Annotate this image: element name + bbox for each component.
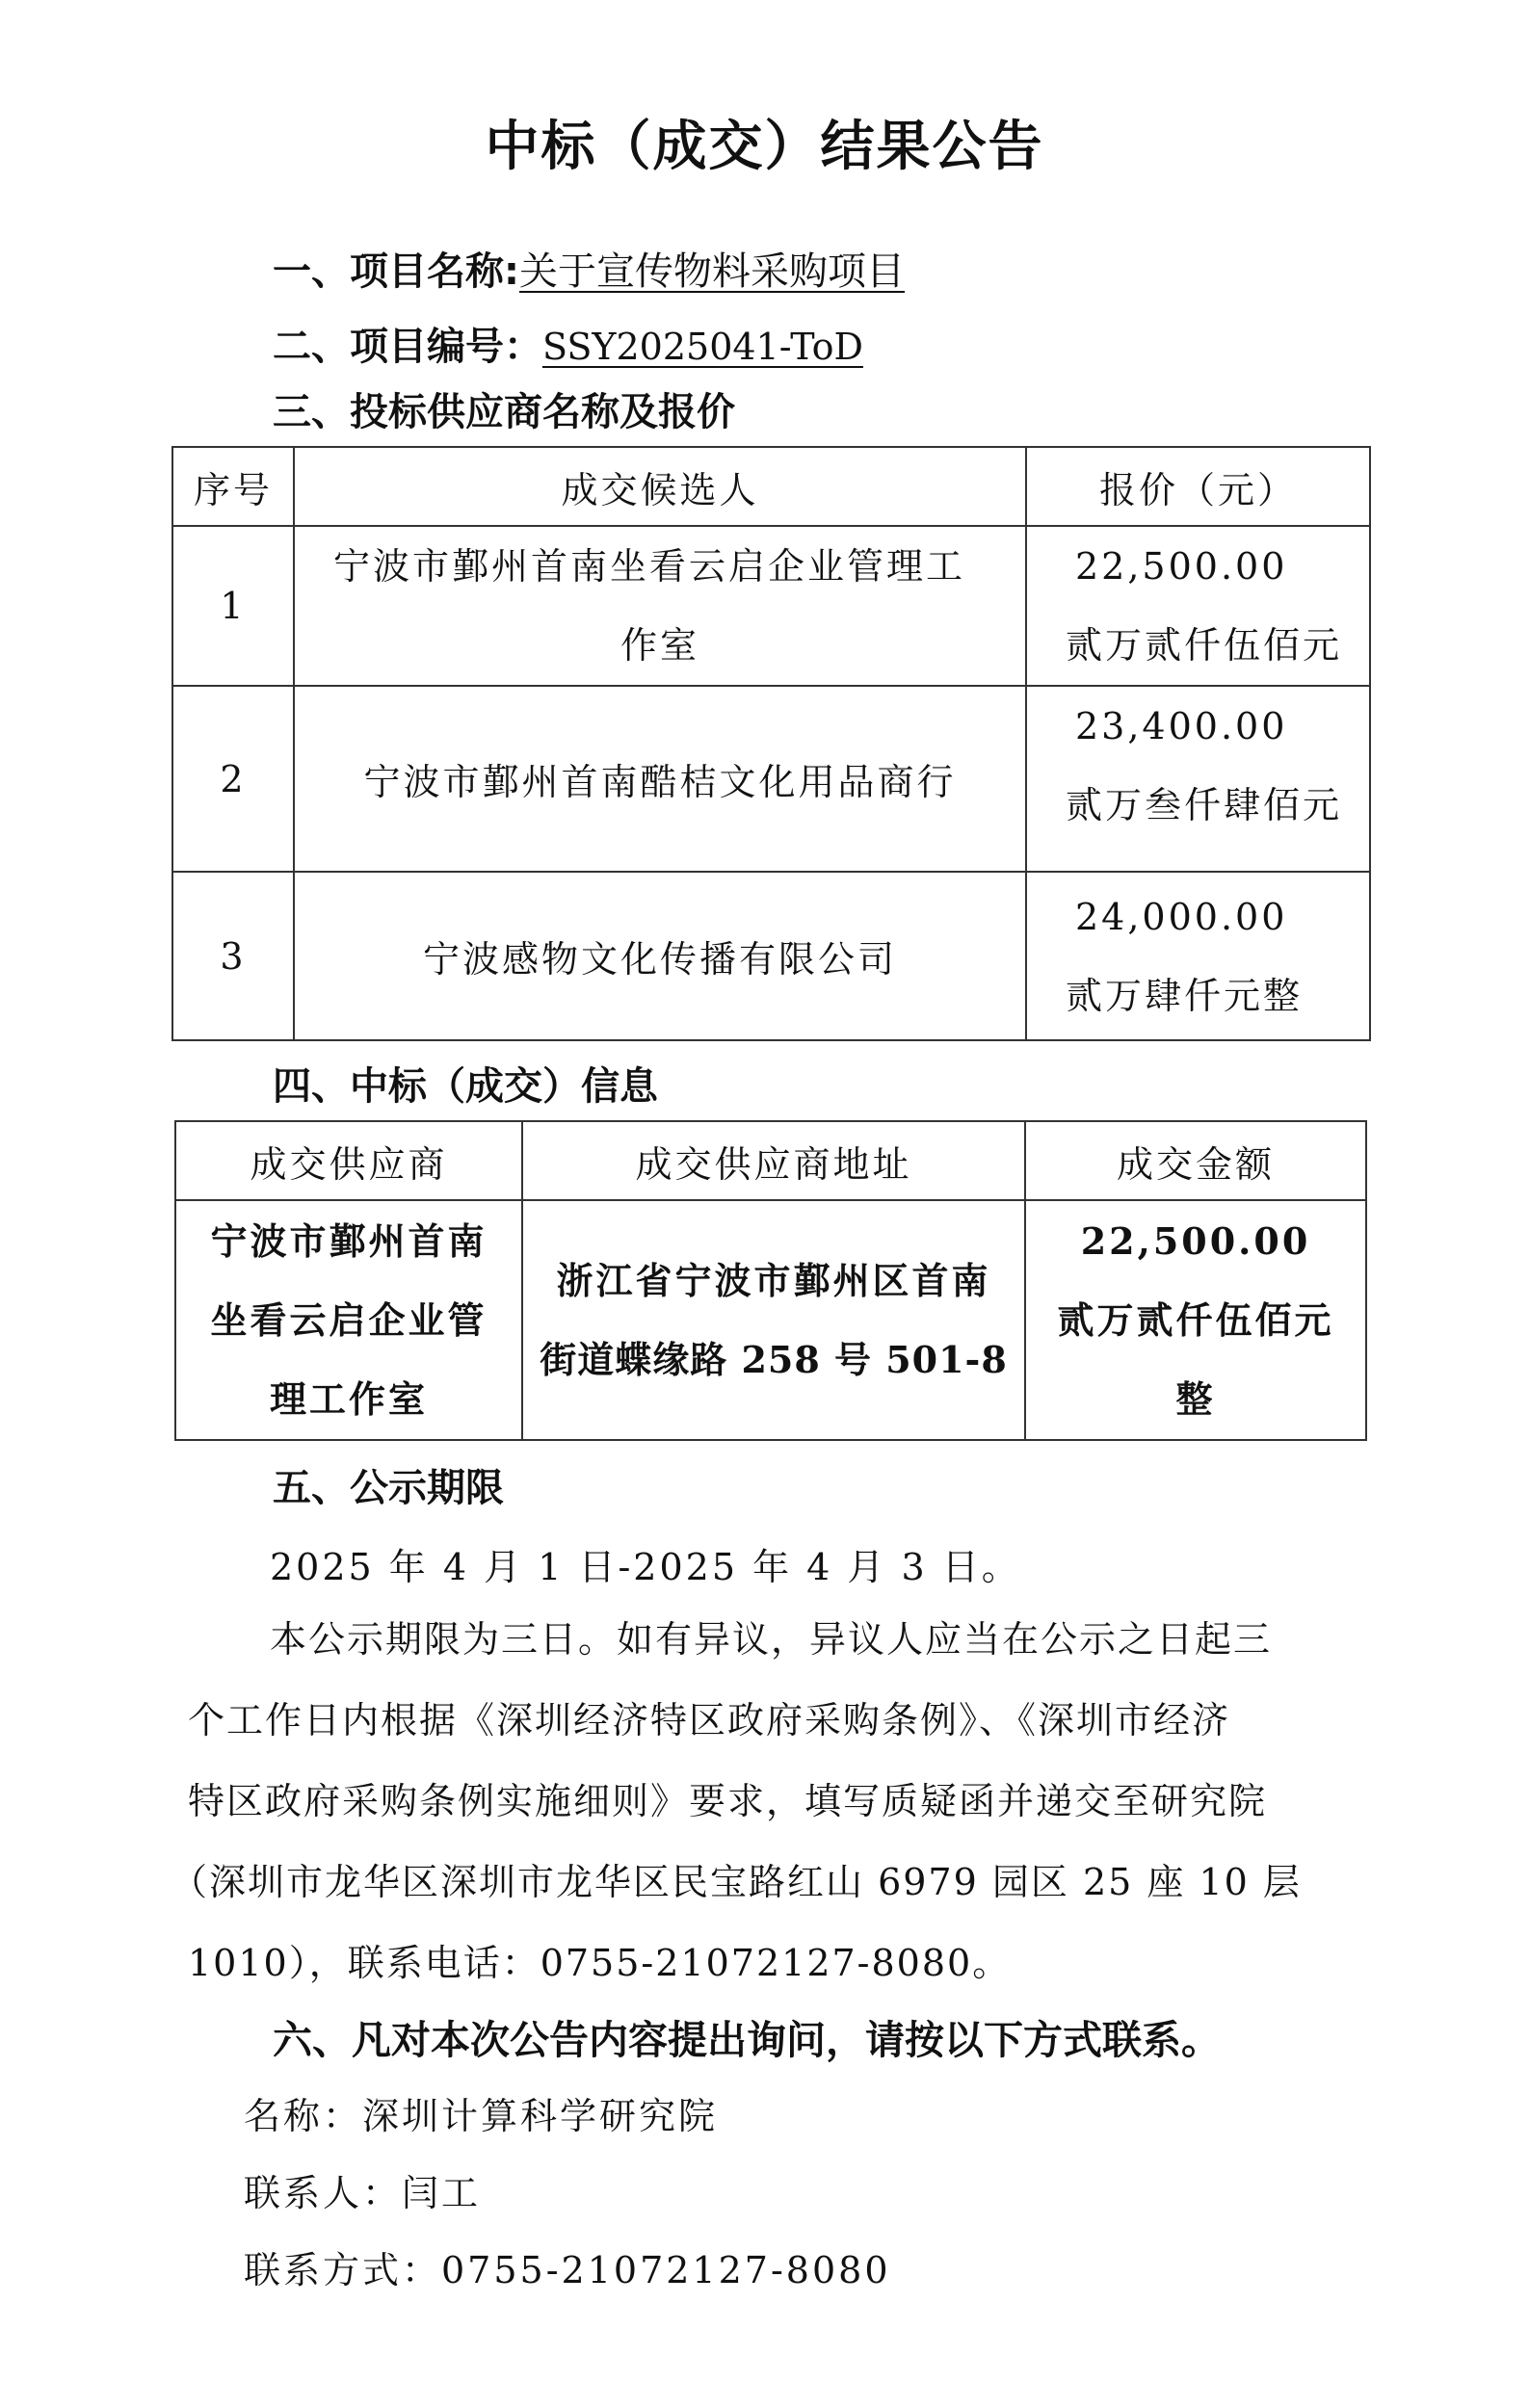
row-price (1026, 686, 1370, 872)
paragraph-line: 1010），联系电话：0755-21072127-8080。 (188, 1942, 1012, 1984)
address-line: 街道蝶缘路 258 号 501-8 (540, 1337, 1008, 1381)
award-table-header (175, 1121, 1366, 1200)
row-candidate: 宁波市鄞州首南酷桔文化用品商行 (294, 686, 1026, 872)
award-table (174, 1120, 1367, 1441)
paragraph-line: 本公示期限为三日。如有异议，异议人应当在公示之日起三 (270, 1618, 1273, 1661)
paragraph-line: 个工作日内根据《深圳经济特区政府采购条例》、《深圳市经济 (188, 1699, 1231, 1741)
table-row (172, 872, 1370, 1040)
project-name-value: 关于宣传物料采购项目 (519, 249, 905, 294)
contact-person: 联系人：闫工 (244, 2172, 482, 2214)
table-row (172, 526, 1370, 686)
row-candidate: 宁波感物文化传播有限公司 (294, 872, 1026, 1040)
project-number-row (273, 316, 863, 371)
page-title: 中标（成交）结果公告 (485, 116, 1044, 178)
section-3-heading: 三、投标供应商名称及报价 (273, 390, 735, 434)
header-price: 报价（元） (1026, 447, 1370, 526)
project-name-label: 一、项目名称: (273, 249, 519, 294)
row-candidate (294, 526, 1026, 686)
header-supplier: 成交供应商 (175, 1121, 522, 1200)
section-6-heading: 六、凡对本次公告内容提出询问，请按以下方式联系。 (273, 2017, 1221, 2063)
row-no: 1 (172, 526, 294, 686)
project-number-label: 二、项目编号： (273, 325, 542, 369)
row-no: 3 (172, 872, 294, 1040)
objection-paragraph (171, 1599, 1373, 2003)
award-amount (1025, 1200, 1366, 1440)
project-name-row (273, 241, 905, 296)
price-words: 贰万叁仟肆佰元 (1066, 784, 1343, 826)
award-address (522, 1200, 1025, 1440)
award-supplier (175, 1200, 522, 1440)
table-row (172, 686, 1370, 872)
section-5-heading: 五、公示期限 (273, 1466, 504, 1510)
price-amount: 23,400.00 (1075, 705, 1288, 747)
bid-table-header (172, 447, 1370, 526)
header-amount: 成交金额 (1025, 1121, 1366, 1200)
address-line: 浙江省宁波市鄞州区首南 (556, 1258, 991, 1302)
project-number-value: SSY2025041-ToD (542, 326, 863, 368)
section-4-heading: 四、中标（成交）信息 (273, 1064, 658, 1109)
price-amount: 24,000.00 (1075, 895, 1288, 938)
supplier-line: 宁波市鄞州首南 (210, 1218, 488, 1263)
contact-org-name: 名称：深圳计算科学研究院 (244, 2095, 719, 2137)
paragraph-line: （深圳市龙华区深圳市龙华区民宝路红山 6979 园区 25 座 10 层 (171, 1861, 1302, 1903)
header-candidate: 成交候选人 (294, 447, 1026, 526)
row-no: 2 (172, 686, 294, 872)
price-words: 贰万肆仟元整 (1066, 974, 1304, 1017)
candidate-line-2: 作室 (620, 624, 699, 667)
price-words: 贰万贰仟伍佰元 (1066, 624, 1343, 667)
bid-table (171, 446, 1371, 1041)
header-no: 序号 (172, 447, 294, 526)
amount-line: 整 (1175, 1376, 1216, 1421)
supplier-line: 坐看云启企业管 (210, 1297, 488, 1342)
row-price (1026, 526, 1370, 686)
amount-line: 22,500.00 (1080, 1218, 1311, 1263)
paragraph-line: 特区政府采购条例实施细则》要求，填写质疑函并递交至研究院 (188, 1780, 1268, 1822)
publicity-period: 2025 年 4 月 1 日-2025 年 4 月 3 日。 (270, 1546, 1021, 1588)
table-row (175, 1200, 1366, 1440)
row-price (1026, 872, 1370, 1040)
price-amount: 22,500.00 (1075, 545, 1288, 588)
amount-line: 贰万贰仟伍佰元 (1057, 1297, 1334, 1342)
supplier-line: 理工作室 (269, 1376, 428, 1421)
contact-phone: 联系方式：0755-21072127-8080 (244, 2249, 891, 2291)
header-address: 成交供应商地址 (522, 1121, 1025, 1200)
candidate-line-1: 宁波市鄞州首南坐看云启企业管理工 (333, 545, 966, 588)
